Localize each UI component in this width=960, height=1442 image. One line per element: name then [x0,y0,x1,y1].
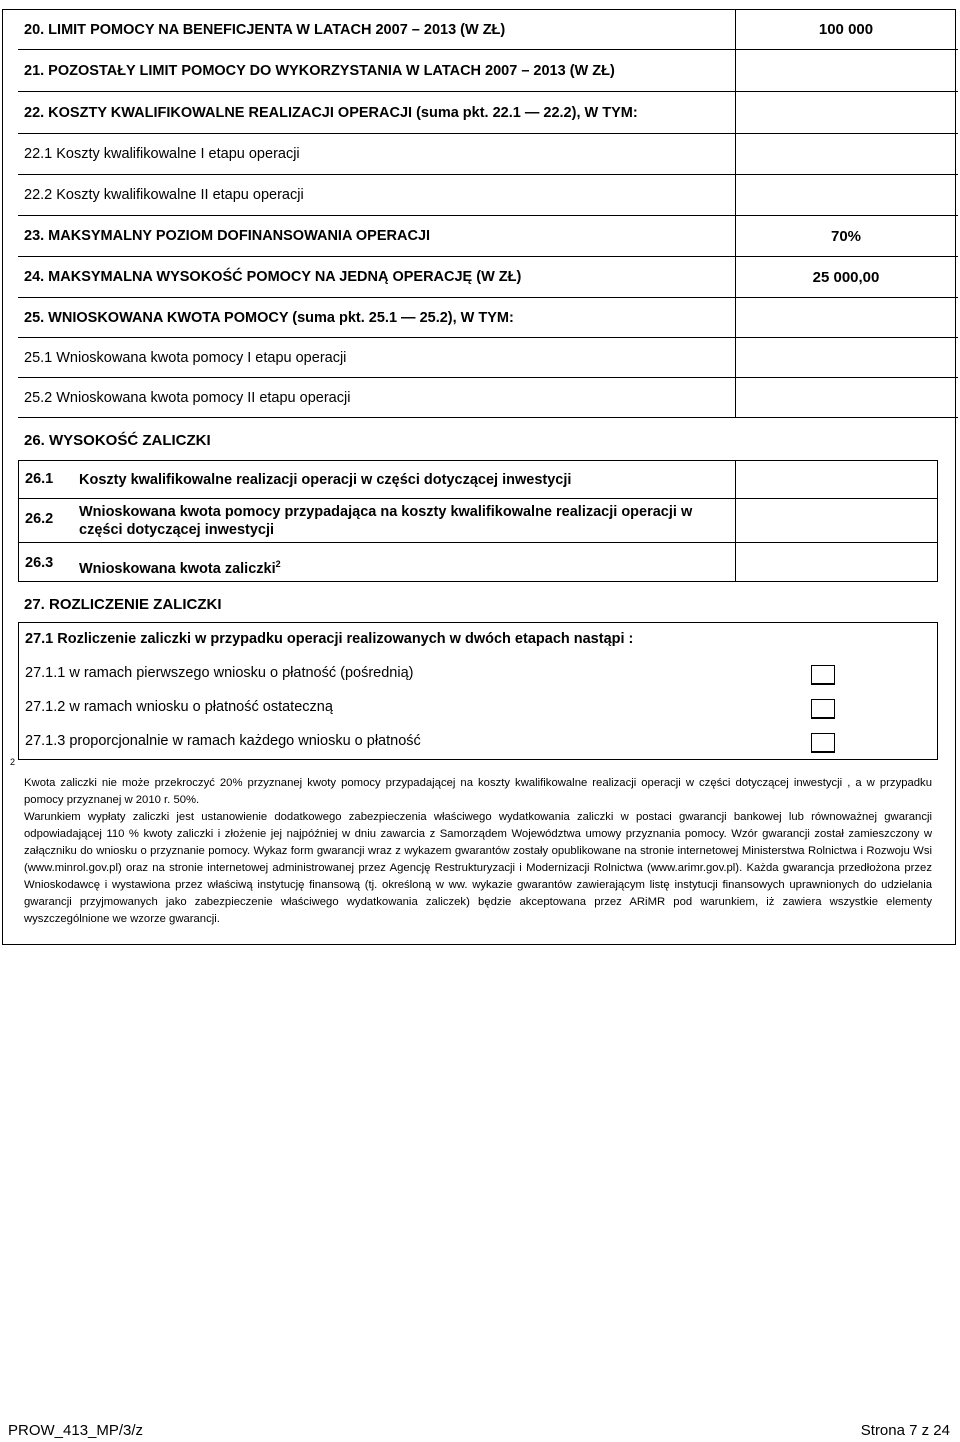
amount-row [18,175,958,216]
footnote-ref: 2 [275,559,281,569]
amount-row-label: 20. LIMIT POMOCY NA BENEFICJENTA W LATACH 2007 – 2013 (W ZŁ) [24,21,506,38]
option-27-1-1-label: 27.1.1 w ramach pierwszego wniosku o płatność (pośrednią) [25,665,414,681]
section-27-title: 27. ROZLICZENIE ZALICZKI [24,596,222,613]
option-27-1-2-checkbox[interactable] [811,699,835,719]
row-26-2-num: 26.2 [25,511,54,527]
option-27-1-3-label: 27.1.3 proporcjonalnie w ramach każdego wniosku o płatność [25,733,421,749]
amount-row-value[interactable] [735,338,956,377]
amount-row [18,257,958,298]
footnote-text: Kwota zaliczki nie może przekroczyć 20% przyznanej kwoty pomocy przypadającej na koszty kwalifikowalne realizacji operacji w części dotyczącej inwestycji , a w przypadku pomocy przyznanej w 2010 r. 50%. [24,777,932,806]
amount-row [18,298,958,338]
amount-row-value[interactable] [735,134,956,174]
row-26-1-value-field[interactable] [735,461,937,498]
amount-row-value[interactable]: 70% [735,216,956,256]
amount-row-label: 23. MAKSYMALNY POZIOM DOFINANSOWANIA OPERACJI [24,228,431,244]
section-26-title: 26. WYSOKOŚĆ ZALICZKI [24,432,211,449]
amount-row [18,50,958,92]
amount-row-label: 25. WNIOSKOWANA KWOTA POMOCY (suma pkt. 25.1 — 25.2), W TYM: [24,309,514,326]
amount-row [18,10,958,50]
form-code: PROW_413_MP/3/z [8,1422,144,1439]
amount-row-label: 25.1 Wnioskowana kwota pomocy I etapu operacji [24,349,347,366]
page-number: Strona 7 z 24 [860,1422,950,1439]
row-26-3 [19,543,937,581]
row-26-3-num: 26.3 [25,555,54,571]
amount-row-value[interactable] [735,50,956,91]
row-26-1-text: Koszty kwalifikowalne realizacji operacji w części dotyczącej inwestycji [79,472,572,488]
amount-row-value[interactable] [735,175,956,215]
row-26-1-num: 26.1 [25,471,54,487]
amount-row [18,378,958,418]
row-26-3-value-field[interactable] [735,543,937,581]
amount-row-label: 24. MAKSYMALNA WYSOKOŚĆ POMOCY NA JEDNĄ OPERACJĘ (W ZŁ) [24,269,522,285]
section-27-intro: 27.1 Rozliczenie zaliczki w przypadku operacji realizowanych w dwóch etapach nastąpi : [25,631,634,647]
amount-row-value[interactable] [735,378,956,417]
row-26-3-label: Wnioskowana kwota zaliczki [79,560,276,577]
amount-row-label: 21. POZOSTAŁY LIMIT POMOCY DO WYKORZYSTANIA W LATACH 2007 – 2013 (W ZŁ) [24,62,615,79]
row-26-1 [19,461,937,499]
amount-row-label: 22.1 Koszty kwalifikowalne I etapu operacji [24,146,300,162]
amount-row-value[interactable]: 25 000,00 [735,257,956,297]
amount-row [18,134,958,175]
amount-row [18,338,958,378]
row-26-2-value-field[interactable] [735,499,937,542]
amount-row-value[interactable] [735,298,956,337]
option-27-1-3-checkbox[interactable] [811,733,835,753]
footnote [24,775,932,928]
amount-row-label: 25.2 Wnioskowana kwota pomocy II etapu operacji [24,389,351,406]
row-26-3-text [79,555,731,578]
row-26-2-text: Wnioskowana kwota pomocy przypadająca na koszty kwalifikowalne realizacji operacji w części dotyczącej inwestycji [79,504,693,538]
amount-row-value[interactable] [735,92,956,133]
footnote-text-2: Warunkiem wypłaty zaliczki jest ustanowienie dodatkowego zabezpieczenia właściwego wydatkowania zaliczki w postaci gwarancji bankowej lub równoważnej gwarancji odpowiadającej 110 % kwoty zaliczki i złożenie jej najpóźniej w dniu zawarcia z Samorządem Województwa umowy przyznania pomocy. Wzór gwarancji został zamieszczony w załączniku do wniosku o przyznanie pomocy. Wykaz form gwarancji wraz z wykazem gwarantów zostały opublikowane na stronie internetowej Ministerstwa Rolnictwa i Rozwoju Wsi (www.minrol.gov.pl) oraz na stronie internetowej administrowanej przez Agencję Restrukturyzacji i Modernizacji Rolnictwa (www.arimr.gov.pl). Każda gwarancja przedłożona przez Wnioskodawcę i wystawiona przez właściwą instytucję finansową (tj. określoną w ww. wykazie gwarantów zawierającym listę instytucji finansowych uprawnionych do udzielania gwarancji przyjmowanych jako zabezpieczenie właściwego wydatkowania zaliczek) będzie akceptowana przez ARiMR pod warunkiem, iż zawiera wszystkie elementy wyszczególnione we wzorze gwarancji. [24,811,932,925]
amount-row [18,216,958,257]
option-27-1-1-checkbox[interactable] [811,665,835,685]
footnote-mark: 2 [10,757,16,767]
amount-row-label: 22.2 Koszty kwalifikowalne II etapu operacji [24,187,304,203]
amount-row-value[interactable]: 100 000 [735,10,956,49]
section-27-table [18,622,938,760]
amount-row-label: 22. KOSZTY KWALIFIKOWALNE REALIZACJI OPERACJI (suma pkt. 22.1 — 22.2), W TYM: [24,104,638,121]
amount-row [18,92,958,134]
row-26-2 [19,499,937,543]
option-27-1-2-label: 27.1.2 w ramach wniosku o płatność ostateczną [25,699,333,715]
section-26-table [18,460,938,582]
